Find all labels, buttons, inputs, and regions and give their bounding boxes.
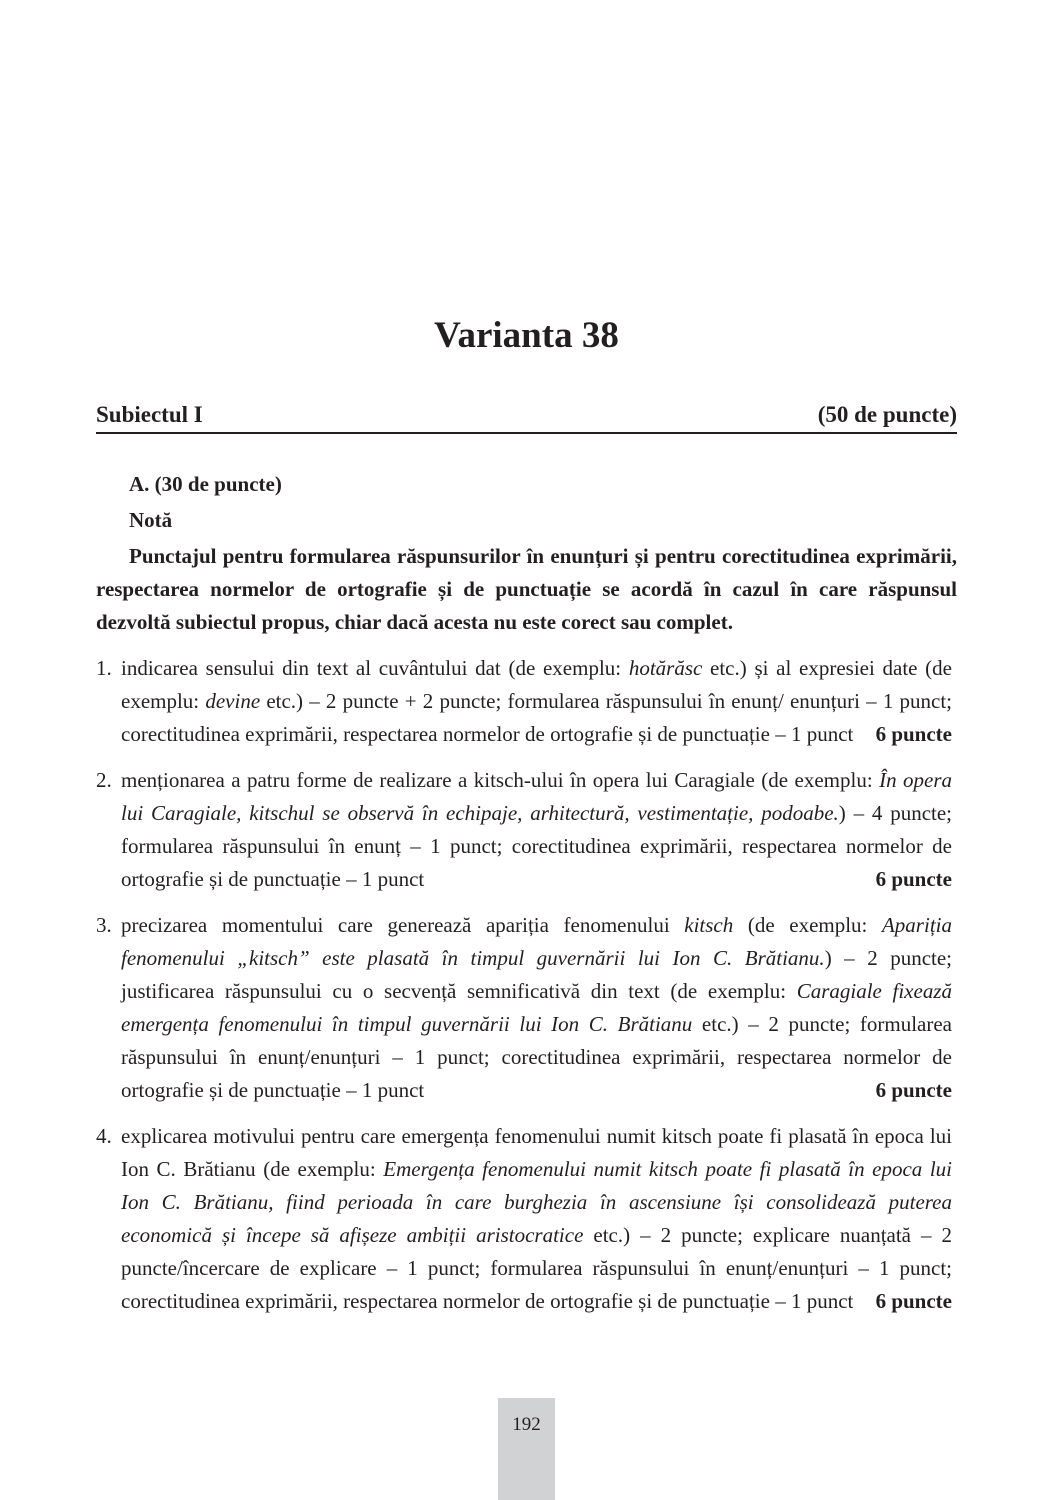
item-text: (de exemplu: (733, 913, 882, 937)
item-example-text: Emergența fenomenului numit kitsch poate fi plasată în epoca lui Ion C. Brătianu, fiind perioada în care burghezia în ascensiune își consolidează puterea economică și începe să afișeze ambiții aristocratice (121, 1157, 952, 1247)
grading-content (96, 468, 957, 1331)
subject-points: (50 de puncte) (817, 402, 957, 427)
item-number: 2. (96, 768, 112, 792)
item-number: 4. (96, 1124, 112, 1148)
item-text: etc.) – 2 puncte; explicare nuanțată – 2 puncte/încercare de explicare – 1 punct; formularea răspunsului în enunț/enunțuri – 1 punct; corectitudinea exprimării, respectarea normelor de ortografie și de punctuație – 1 punct (121, 1223, 952, 1313)
item-text: explicarea motivului pentru care emergența fenomenului numit kitsch poate fi plasată în epoca lui Ion C. Brătianu (de exemplu: (121, 1124, 952, 1181)
item-text: etc.) – 2 puncte + 2 puncte; formularea răspunsului în enunț/ enunțuri – 1 punct; corectitudinea exprimării, respectarea normelor de ortografie și de punctuație – 1 punct (121, 689, 952, 746)
item-example-text: kitsch (684, 913, 734, 937)
item-example-text: devine (205, 689, 261, 713)
item-points: 6 puncte (875, 867, 952, 891)
item-text: ) – 4 puncte; formularea răspunsului în enunț – 1 punct; corectitudinea exprimării, respectarea normelor de ortografie și de punctuație – 1 punct (121, 801, 953, 891)
item-number: 1. (96, 656, 112, 680)
page-number (498, 1398, 555, 1500)
item-example-text: hotărăsc (628, 656, 703, 680)
item-text: menționarea a patru forme de realizare a kitsch-ului în opera lui Caragiale (de exemplu: (121, 768, 880, 792)
grading-item (96, 652, 957, 751)
item-number: 3. (96, 913, 112, 937)
page-number-text: 192 (512, 1414, 541, 1435)
section-a-heading: A. (30 de puncte) (129, 472, 282, 496)
page-title: Varianta 38 (434, 315, 619, 356)
grading-item (96, 764, 957, 896)
item-example-text: Caragiale fixează emergența fenomenului în timpul guvernării lui Ion C. Brătianu (121, 979, 952, 1036)
item-text: precizarea momentului care generează apariția fenomenului (121, 913, 685, 937)
grading-item (96, 909, 957, 1107)
item-points: 6 puncte (875, 1078, 952, 1102)
item-text: etc.) – 2 puncte; formularea răspunsului în enunț/enunțuri – 1 punct; corectitudinea exprimării, respectarea normelor de ortografie și de punctuație – 1 punct (121, 1012, 953, 1102)
item-example-text: Apariția fenomenului „kitsch” este plasată în timpul guvernării lui Ion C. Brătianu. (121, 913, 952, 970)
item-text: ) – 2 puncte; justificarea răspunsului cu o secvență semnificativă din text (de exemplu: (121, 946, 953, 1003)
item-text: etc.) și al expresiei date (de exemplu: (121, 656, 952, 713)
subject-header (96, 402, 957, 434)
item-text: indicarea sensului din text al cuvântului dat (de exemplu: (121, 656, 629, 680)
item-example-text: În opera lui Caragiale, kitschul se observă în echipaje, arhitectură, vestimentație, podoabe. (121, 768, 952, 825)
note-text: Punctajul pentru formularea răspunsurilor în enunțuri și pentru corectitudinea exprimării, respectarea normelor de ortografie și de punctuație se acordă în cazul în care răspunsul dezvoltă subiectul propus, chiar dacă acesta nu este corect sau complet. (96, 544, 957, 634)
item-points: 6 puncte (875, 722, 952, 746)
subject-label: Subiectul I (96, 402, 203, 427)
note-label: Notă (129, 508, 173, 532)
grading-item (96, 1120, 957, 1318)
item-points: 6 puncte (875, 1289, 952, 1313)
grading-items-list (96, 652, 957, 1318)
